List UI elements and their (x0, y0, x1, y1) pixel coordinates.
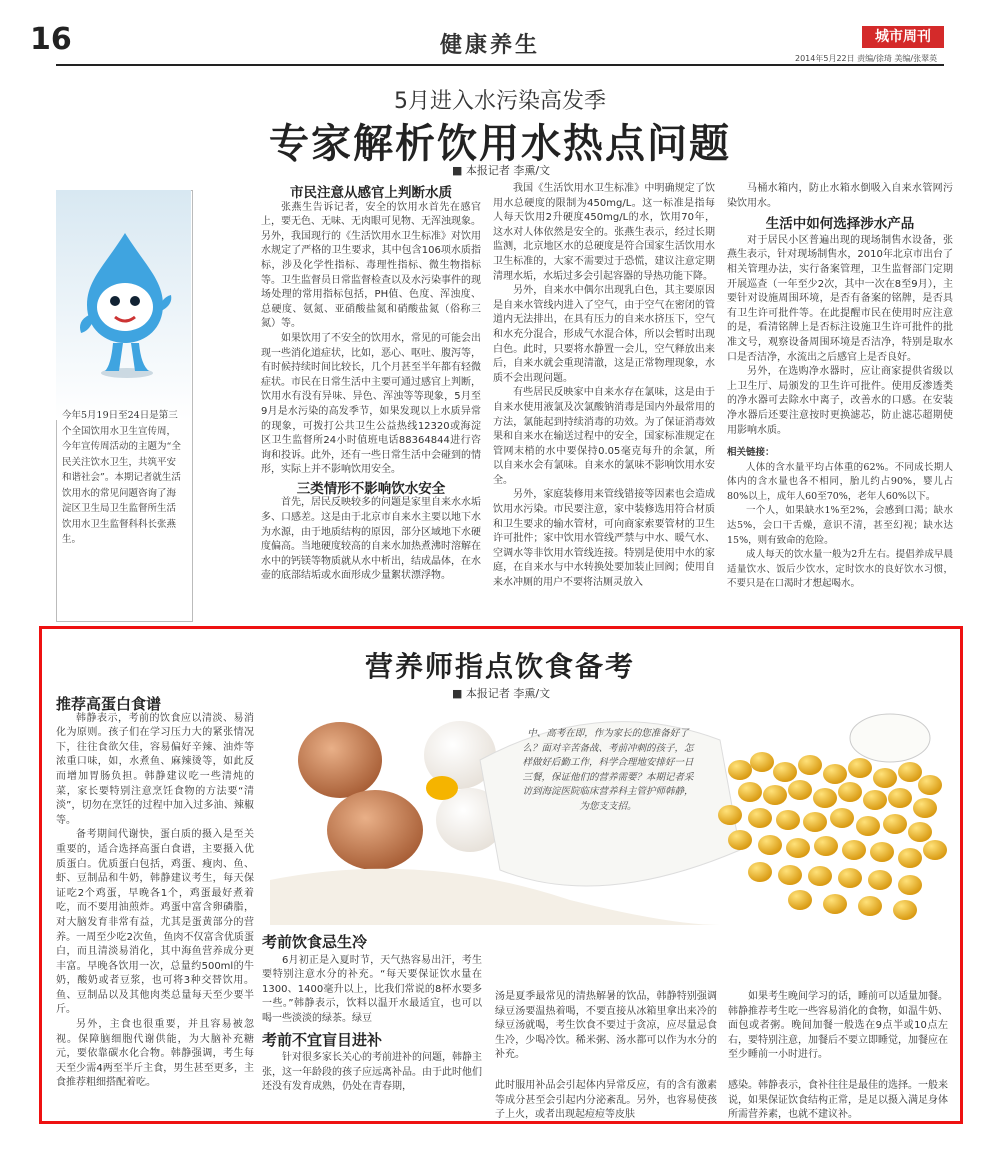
paragraph: 另外，在选购净水器时，应让商家提供省级以上卫生厅、局颁发的卫生许可批件。使用反渗透类的净水器可去除水中离子，改善水的口感。在安装净水器后还要注意按时更换滤芯，防止滤芯超期使用影响水质。 (727, 366, 953, 436)
water-drop-mascot (75, 225, 175, 390)
story2-column-3a (495, 990, 717, 1063)
related-paragraph: 一个人，如果缺水1%至2%，会感到口渴；缺水达5%，会口干舌燥，意识不清，甚至幻视；缺水达15%，则有致命的危险。 (727, 505, 953, 546)
paragraph: 备考期间代谢快，蛋白质的摄入是至关重要的，适合选择高蛋白食谱，主要摄入优质蛋白。优质蛋白包括，鸡蛋、瘦肉、鱼、虾、豆制品和牛奶，韩静建议考生，每天保证吃2个鸡蛋，早晚各1个，鸡蛋最好煮着吃，而不要用油煎炸。鸡蛋中富含卵磷脂，对大脑发育非常有益，尤其是蛋黄部分的营养。一周至少吃2次鱼，鱼肉不仅富含优质蛋白，而且清淡易消化，其中海鱼营养成分更丰富。早晚各饮用一次，总量约500ml的牛奶，酸奶或者豆浆，也可将3种交替饮用。鱼、豆制品以及其他肉类总量每天至少要半斤。 (56, 829, 254, 1016)
issue-meta: 2014年5月22日 责编/徐琦 美编/张翠英 (795, 54, 938, 63)
subheading-sensory: 市民注意从感官上判断水质 (290, 185, 452, 201)
story2-column-3b (495, 1079, 717, 1123)
paragraph: 首先，居民反映较多的问题是家里自来水水垢多、口感差。这是由于北京市自来水主要以地下水为水源，由于地质结构的原因，部分区域地下水硬度偏高。当地硬度较高的自来水加热煮沸时溶解在水中的钙镁等物质就从水中析出，结成晶体，在水壶的底部结垢或水面形成少量絮状漂浮物。 (261, 497, 481, 582)
paragraph: 有些居民反映家中自来水存在氯味，这是由于自来水使用液氯及次氯酸钠消毒是国内外最常用的方法，氯能起到持续消毒的功效。为了保证消毒效果和自来水在输送过程中的安全，国家标准规定在管网末梢的水中要保持0.05毫克每升的余氯，所以自来水会有氯味。自来水的氯味不影响饮用水安全。 (493, 387, 715, 486)
paragraph: 6月初正是入夏时节，天气热容易出汗，考生要特别注意水分的补充。“每天要保证饮水量在1300、1400毫升以上，比我们常说的8杯水要多一些。”韩静表示，饮料以温开水最适宜，也可以喝一些淡淡的绿茶。绿豆 (262, 954, 482, 1024)
subheading-three-cases: 三类情形不影响饮水安全 (296, 480, 446, 497)
paragraph: 马桶水箱内，防止水箱水倒吸入自来水管网污染饮用水。 (727, 183, 953, 209)
story2-column-4a (728, 990, 948, 1063)
paragraph: 如果饮用了不安全的饮用水，常见的可能会出现一些消化道症状，比如，恶心、呕吐、腹泻等，有时候持续时间比较长，几个月甚至半年都有轻微症状。市民在日常生活中主要可通过感官上判断，饮用水有没有异味、异色、浑浊等等现象，5月至9月是水污染的高发季节，如果发现以上水质异常的现象，可拨打公共卫生公益热线12320或海淀区卫生监督所24小时值班电话88364844进行咨询和投诉。此外，还有一些日常生活中会碰到的情形，实际上并不影响饮用安全。 (261, 332, 481, 476)
subheading-no-cold-food: 考前饮食忌生冷 (262, 933, 368, 951)
paragraph: 此时服用补品会引起体内异常反应，有的含有激素等成分甚至会引起内分泌紊乱。另外，也容易使孩子上火，或者出现起痘痘等皮肤 (495, 1080, 717, 1121)
story1-headline: 专家解析饮用水热点问题 (269, 120, 731, 167)
paragraph: 另外，自来水中偶尔出现乳白色，其主要原因是自来水管线内进入了空气，由于空气在密闭的管道内无法排出，在具有压力的自来水挤压下，空气和水充分混合，形成气水混合体，所以会暂时出现白色。此时，只要将水静置一会儿，空气释放出来后，自来水就会重现清澈，这是正常物理现象，水质不会出现问题。 (493, 285, 715, 384)
related-paragraph: 成人每天的饮水量一般为2升左右。提倡养成早晨适量饮水、饭后少饮水，定时饮水的良好饮水习惯，不要只是在口渴时才想起喝水。 (727, 549, 953, 590)
paragraph: 张燕生告诉记者，安全的饮用水首先在感官上，要无色、无味、无肉眼可见物、无浑浊现象。另外，我国现行的《生活饮用水卫生标准》对饮用水规定了严格的卫生要求，其中包含106项水质指标，涉及化学性指标、毒理性指标、微生物指标等。卫生监督员日常监督检查以及水污染事件的现场处理的常用指标包括，PH值、色度、浑浊度、总硬度、氨氮、亚硝酸盐氮和硝酸盐氮（俗称三氮）等。 (261, 201, 481, 330)
page-number: 16 (30, 22, 72, 57)
section-title: 健康养生 (440, 33, 541, 58)
related-paragraph: 人体的含水量平均占体重的62%。不同成长期人体内的含水量也各不相同，胎儿约占90%，婴儿占80%以上，成年人60至70%，老年人60%以下。 (727, 461, 953, 502)
subheading-no-supplements: 考前不宜盲目进补 (262, 1030, 383, 1049)
story1-column-3 (727, 182, 953, 592)
paragraph: 对于居民小区普遍出现的现场制售水设备，张燕生表示，针对现场制售水，2010年北京市出台了相关管理办法，实行备案管理，卫生监督部门定期开展巡查（一年至少2次，其中一次在8至9月），主要针对设施周围环境，是否有备案的铭牌，是否具有卫生许可批件等。在此提醒市民在使用时应注意的是，看清铭牌上是否标注设施卫生许可批件的批准文号，观察设备周围环境是否洁净，特别是取水口是否洁净，水流出之后感官上是否良好。 (727, 234, 953, 363)
story2-headline: 营养师指点饮食备考 (364, 650, 635, 683)
sidebar-text: 今年5月19日至24日是第三个全国饮用水卫生宣传周，今年宣传周活动的主题为“全民关注饮水卫生，共筑平安和谐社会”。本期记者就生活饮用水的常见问题咨询了海淀区卫生局卫生监督所生活饮用水卫生监督科科长张燕生。 (62, 410, 181, 545)
story2-byline: ■ 本报记者 李熏/文 (452, 687, 551, 700)
paragraph: 感染。韩静表示，食补往往是最佳的选择。一般来说，如果保证饮食结构正常，是足以摄入满足身体所需营养素，也就不建议补。 (728, 1080, 948, 1121)
story1-byline: ■ 本报记者 李熏/文 (452, 164, 551, 177)
related-links (727, 446, 953, 592)
story2-column-2 (262, 935, 482, 1095)
paragraph: 针对很多家长关心的考前进补的问题，韩静主张，这一年龄段的孩子应远离补品。由于此时他们还没有发育成熟，仍处在青春期， (262, 1052, 482, 1093)
story2-column-4b (728, 1079, 948, 1123)
paragraph: 汤是夏季最常见的清热解暑的饮品，韩静特别强调绿豆汤要温热着喝，不要直接从冰箱里拿出来冷的绿豆汤就喝，考生饮食不要过于贪凉，应尽量忌食生冷，少喝冷饮。稀米粥、汤水都可以作为水分的补充。 (495, 991, 717, 1061)
related-links-title: 相关链接： (727, 447, 775, 459)
subheading-protein: 推荐高蛋白食谱 (56, 695, 162, 713)
story2-column-left (56, 697, 254, 1091)
brand-logo: 城市周刊 (862, 26, 944, 48)
paragraph: 我国《生活饮用水卫生标准》中明确规定了饮用水总硬度的限制为450mg/L。这一标准是指每人每天饮用2升硬度450mg/L的水，饮用70年，这水对人体依然是安全的。张燕生表示，经过长期监测，北京地区水的总硬度是符合国家生活饮用水卫生标准的，大家不需要过于恐慌，建议注意定期清理水垢，水垢过多会引起容器的导热功能下降。 (493, 183, 715, 282)
paragraph: 另外，主食也很重要，并且容易被忽视。保障脑细胞代谢供能，为大脑补充糖元，要依靠碳水化合物。韩静强调，考生每天至少需4两至半斤主食，男生甚至更多，主食推荐粗细搭配着吃。 (56, 1019, 254, 1089)
subheading-products: 生活中如何选择涉水产品 (765, 216, 915, 233)
story1-subhead: 5月进入水污染高发季 (394, 89, 606, 114)
story1-column-2 (493, 182, 715, 591)
header-rule (56, 64, 944, 66)
story1-column-1 (261, 186, 481, 584)
story2-intro: 中、高考在即，作为家长的您准备好了么？面对辛苦备战、考前冲刺的孩子，怎样做好后勤工作，科学合理地安排好一日三餐，保证他们的营养需要？本期记者采访到海淀医院临床营养科主管护师韩静，为您支支招。 (522, 728, 694, 812)
paragraph: 如果考生晚间学习的话，睡前可以适量加餐。韩静推荐考生吃一些容易消化的食物，如温牛奶、面包或者粥。晚间加餐一般选在9点半或10点左右，要特别注意，加餐后不要立即睡觉，加餐应在至少睡前一小时进行。 (728, 991, 948, 1061)
paragraph: 另外，家庭装修用来管线错接等因素也会造成饮用水污染。市民要注意，家中装修选用符合材质和卫生要求的输水管材，可向商家索要管材的卫生许可批件；家中饮用水管线严禁与中水、暖气水、空调水等非饮用水管线连接。特别是使用中水的家庭，在自来水与中水转换处要加装止回阀；使用自来水冲厕的用户不要将沽厕灵放入 (493, 489, 715, 589)
paragraph: 韩静表示，考前的饮食应以清淡、易消化为原则。孩子们在学习压力大的紧张情况下，往往食欲欠佳，容易偏好辛辣、油炸等浓重口味，如，水煮鱼、麻辣烫等，如此反而增加胃肠负担。韩静建议吃一些清炖的菜，家长要特别注意烹饪食物的方法要“清淡”，切勿在烹饪的过程中加入过多油、辣椒等。 (56, 712, 254, 826)
